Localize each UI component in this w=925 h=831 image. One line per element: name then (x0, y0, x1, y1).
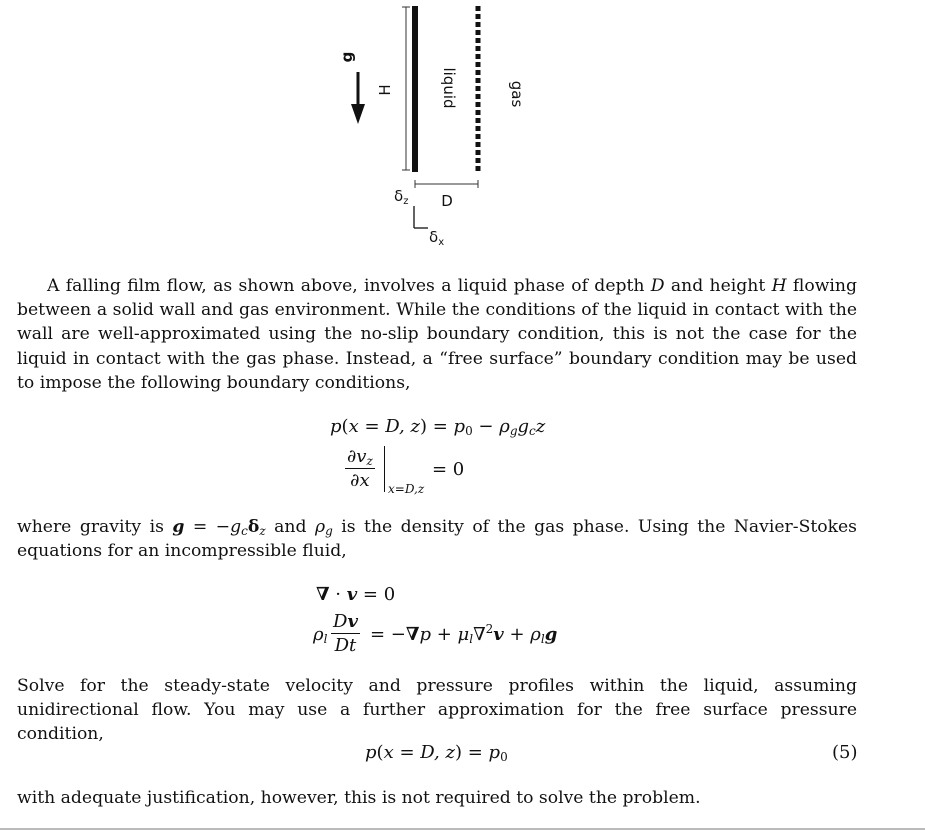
shear-boundary-derivative (345, 446, 375, 491)
material-derivative (331, 611, 360, 656)
gas-label: gas (508, 80, 526, 108)
ns-lhs-coefficient: $\rho_l$ (313, 624, 328, 646)
falling-film-diagram (0, 0, 925, 260)
material-derivative-numerator: Dv (333, 611, 358, 632)
solve-paragraph: Solve for the steady-state velocity and pressure profiles within the liquid, assuming unidirectional flow. You may use a further approximation for the free surface pressure condition, (17, 676, 857, 745)
gravity-arrow-head (351, 104, 365, 124)
solid-wall (412, 6, 418, 172)
continuity-equation: ∇ · v = 0 (316, 584, 396, 605)
gravity-label: g (338, 51, 356, 63)
delta-x-label: $\delta_x$ (429, 228, 445, 248)
shear-derivative-denominator: ∂x (350, 470, 370, 491)
delta-z-label: $\delta_z$ (394, 187, 409, 207)
closing-paragraph: with adequate justification, however, this is not required to solve the problem. (17, 788, 701, 808)
liquid-label: liquid (440, 67, 458, 109)
evaluation-bar (384, 446, 385, 492)
intro-paragraph: A falling film flow, as shown above, involves a liquid phase of depth D and height H flowing between a solid wall and gas environment. While the conditions of the liquid in contact with the wall are well-approximated using the no-slip boundary condition, this is not the case for the liquid in contact with the gas phase. Instead, a “free surface” boundary condition may be used to impose the following boundary conditions, (17, 276, 857, 393)
bottom-edge (0, 828, 925, 830)
shear-boundary-rhs: = 0 (432, 459, 465, 480)
evaluation-point: x=D,z (388, 482, 425, 496)
height-label: H (376, 84, 394, 96)
material-derivative-denominator: Dt (334, 635, 357, 656)
free-surface-approximation: p(x = D, $z) = p_0$ (365, 742, 508, 764)
gravity-paragraph: where gravity is $g = -g_c\delta_z$ and $\rho_g$ is the density of the gas phase. Using the Navier-Stokes equations for an incompressible fluid, (17, 517, 858, 562)
ns-rhs: = $-\nabla p + \mu_l\nabla^2v + \rho_lg$ (370, 622, 558, 646)
depth-label: D (441, 192, 453, 210)
equation-number: (5) (832, 742, 858, 763)
pressure-boundary-condition: p(x = D, $z) = p_0 - \rho_gg_cz$ (330, 416, 546, 438)
shear-derivative-numerator: $\partial v_z$ (347, 446, 373, 468)
